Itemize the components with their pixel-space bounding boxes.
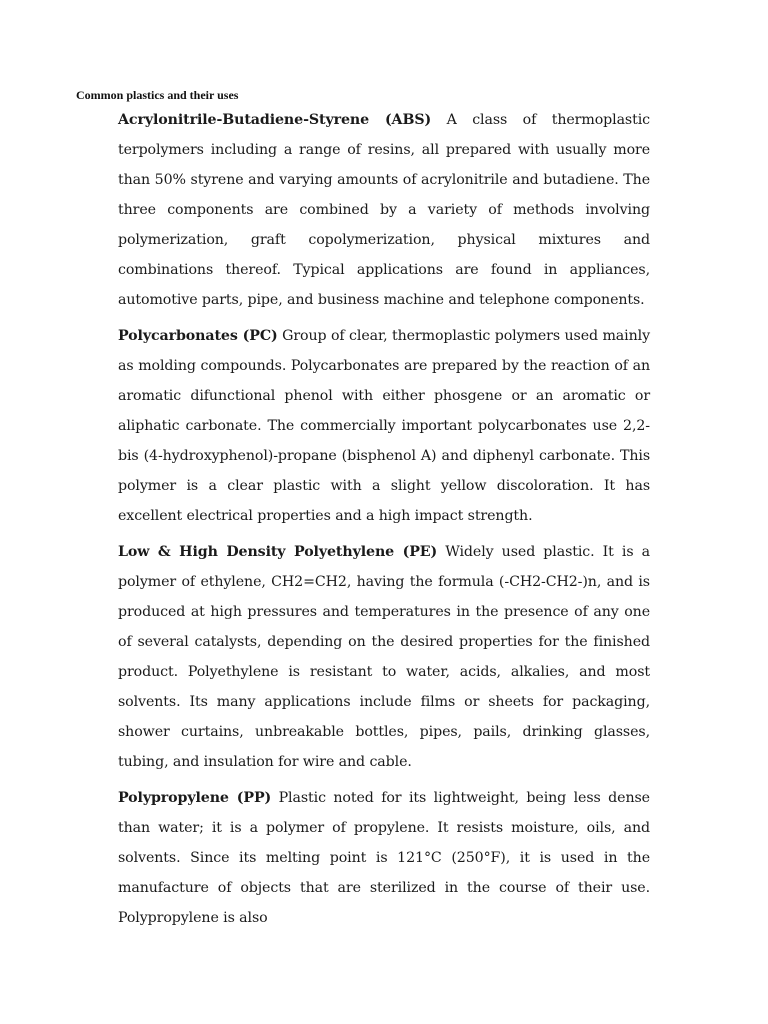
entry-pc <box>118 321 650 531</box>
entry-description: Widely used plastic. It is a polymer of ethylene, CH2=CH2, having the formula (-CH2-CH2-)n, and is produced at high pressures and temperatures in the presence of any one of several catalysts, depending on the desired properties for the finished product. Polyethylene is resistant to water, acids, alkalies, and most solvents. Its many applications include films or sheets for packaging, shower curtains, unbreakable bottles, pipes, pails, drinking glasses, tubing, and insulation for wire and cable. <box>118 544 650 770</box>
entry-term: Polycarbonates (PC) <box>118 328 278 344</box>
entry-description: Plastic noted for its lightweight, being less dense than water; it is a polymer of propylene. It resists moisture, oils, and solvents. Since its melting point is 121°C (250°F), it is used in the manufacture of objects that are sterilized in the course of their use. Polypropylene is also <box>118 790 650 926</box>
entry-pe <box>118 537 650 777</box>
document-heading: Common plastics and their uses <box>76 88 239 102</box>
entry-term: Low & High Density Polyethylene (PE) <box>118 544 438 560</box>
entry-abs <box>118 105 650 315</box>
entry-description: Group of clear, thermoplastic polymers used mainly as molding compounds. Polycarbonates are prepared by the reaction of an aromatic difunctional phenol with either phosgene or an aromatic or aliphatic carbonate. The commercially important polycarbonates use 2,2-bis (4-hydroxyphenol)-propane (bisphenol A) and diphenyl carbonate. This polymer is a clear plastic with a slight yellow discoloration. It has excellent electrical properties and a high impact strength. <box>118 328 650 524</box>
entry-term: Acrylonitrile-Butadiene-Styrene (ABS) <box>118 112 432 128</box>
entries-list <box>118 105 650 939</box>
entry-pp <box>118 783 650 933</box>
entry-description: A class of thermoplastic terpolymers including a range of resins, all prepared with usually more than 50% styrene and varying amounts of acrylonitrile and butadiene. The three components are combined by a variety of methods involving polymerization, graft copolymerization, physical mixtures and combinations thereof. Typical applications are found in appliances, automotive parts, pipe, and business machine and telephone components. <box>118 112 650 308</box>
entry-term: Polypropylene (PP) <box>118 790 272 806</box>
